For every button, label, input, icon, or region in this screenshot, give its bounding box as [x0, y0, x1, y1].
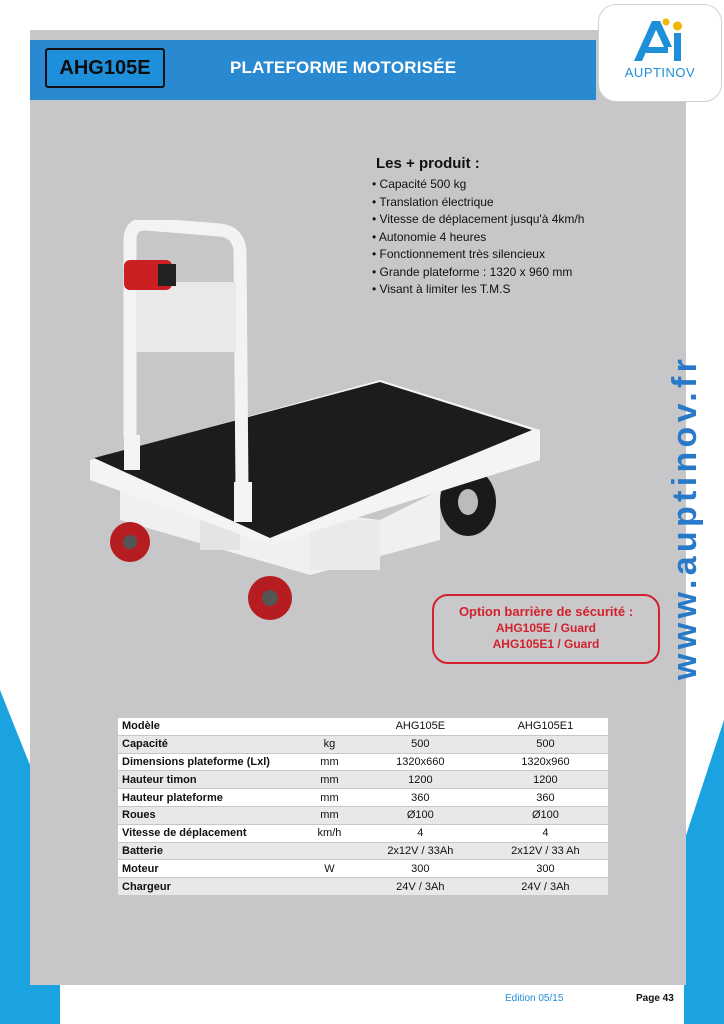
option-line-2: AHG105E1 / Guard — [492, 637, 600, 651]
feature-item: • Capacité 500 kg — [372, 176, 584, 194]
row-value-b: 24V / 3Ah — [483, 878, 608, 896]
row-label: Vitesse de déplacement — [118, 824, 301, 842]
row-unit: mm — [301, 753, 358, 771]
spec-table — [118, 718, 608, 896]
right-blue-band — [684, 720, 724, 1024]
table-row — [118, 753, 608, 771]
row-unit: mm — [301, 789, 358, 807]
motorized-platform-illustration — [80, 220, 550, 630]
row-value-b: 2x12V / 33 Ah — [483, 842, 608, 860]
row-label: Batterie — [118, 842, 301, 860]
logo-text: AUPTINOV — [624, 65, 696, 80]
table-row — [118, 789, 608, 807]
row-value-b: 300 — [483, 860, 608, 878]
row-value-b: 1320x960 — [483, 753, 608, 771]
row-label: Roues — [118, 806, 301, 824]
row-value-a: 1320x660 — [358, 753, 483, 771]
page-title: PLATEFORME MOTORISÉE — [230, 58, 457, 77]
row-value-b: 1200 — [483, 771, 608, 789]
row-label: Capacité — [118, 735, 301, 753]
model-code: AHG105E — [59, 56, 151, 79]
row-label: Hauteur plateforme — [118, 789, 301, 807]
feature-item: • Autonomie 4 heures — [372, 229, 584, 247]
row-unit — [301, 842, 358, 860]
table-row — [118, 735, 608, 753]
feature-item: • Vitesse de déplacement jusqu'à 4km/h — [372, 211, 584, 229]
row-value-b: 500 — [483, 735, 608, 753]
auptinov-logo-icon — [626, 17, 696, 65]
row-value-a: 500 — [358, 735, 483, 753]
table-row — [118, 806, 608, 824]
row-unit: kg — [301, 735, 358, 753]
product-image — [80, 220, 550, 635]
table-row — [118, 718, 608, 735]
table-row — [118, 842, 608, 860]
feature-item: • Grande plateforme : 1320 x 960 mm — [372, 264, 584, 282]
row-label: Moteur — [118, 860, 301, 878]
row-value-b: 360 — [483, 789, 608, 807]
row-value-b: 4 — [483, 824, 608, 842]
option-title: Option barrière de sécurité : — [458, 604, 634, 619]
table-row — [118, 860, 608, 878]
row-unit — [301, 718, 358, 735]
row-value-a: 300 — [358, 860, 483, 878]
feature-item: • Fonctionnement très silencieux — [372, 246, 584, 264]
option-line-1: AHG105E / Guard — [495, 621, 597, 635]
table-row — [118, 824, 608, 842]
website-url: www.auptinov.fr — [666, 354, 704, 680]
feature-item: • Visant à limiter les T.M.S — [372, 281, 584, 299]
row-label: Hauteur timon — [118, 771, 301, 789]
row-label: Dimensions plateforme (Lxl) — [118, 753, 301, 771]
logo — [598, 4, 722, 102]
safety-barrier-option — [432, 594, 660, 664]
row-value-b: AHG105E1 — [483, 718, 608, 735]
row-label: Chargeur — [118, 878, 301, 896]
row-value-a: 4 — [358, 824, 483, 842]
feature-item: • Translation électrique — [372, 194, 584, 212]
row-unit: km/h — [301, 824, 358, 842]
page-number: Page 43 — [636, 993, 674, 1004]
model-code-badge — [45, 48, 165, 88]
row-value-a: AHG105E — [358, 718, 483, 735]
row-label: Modèle — [118, 718, 301, 735]
features-title: Les + produit : — [376, 155, 480, 172]
row-value-a: 2x12V / 33Ah — [358, 842, 483, 860]
row-value-a: 1200 — [358, 771, 483, 789]
row-value-b: Ø100 — [483, 806, 608, 824]
row-value-a: 24V / 3Ah — [358, 878, 483, 896]
table-row — [118, 771, 608, 789]
row-unit: mm — [301, 806, 358, 824]
row-unit — [301, 878, 358, 896]
row-unit: mm — [301, 771, 358, 789]
edition-label: Edition 05/15 — [505, 993, 564, 1004]
row-unit: W — [301, 860, 358, 878]
row-value-a: Ø100 — [358, 806, 483, 824]
table-row — [118, 878, 608, 896]
row-value-a: 360 — [358, 789, 483, 807]
